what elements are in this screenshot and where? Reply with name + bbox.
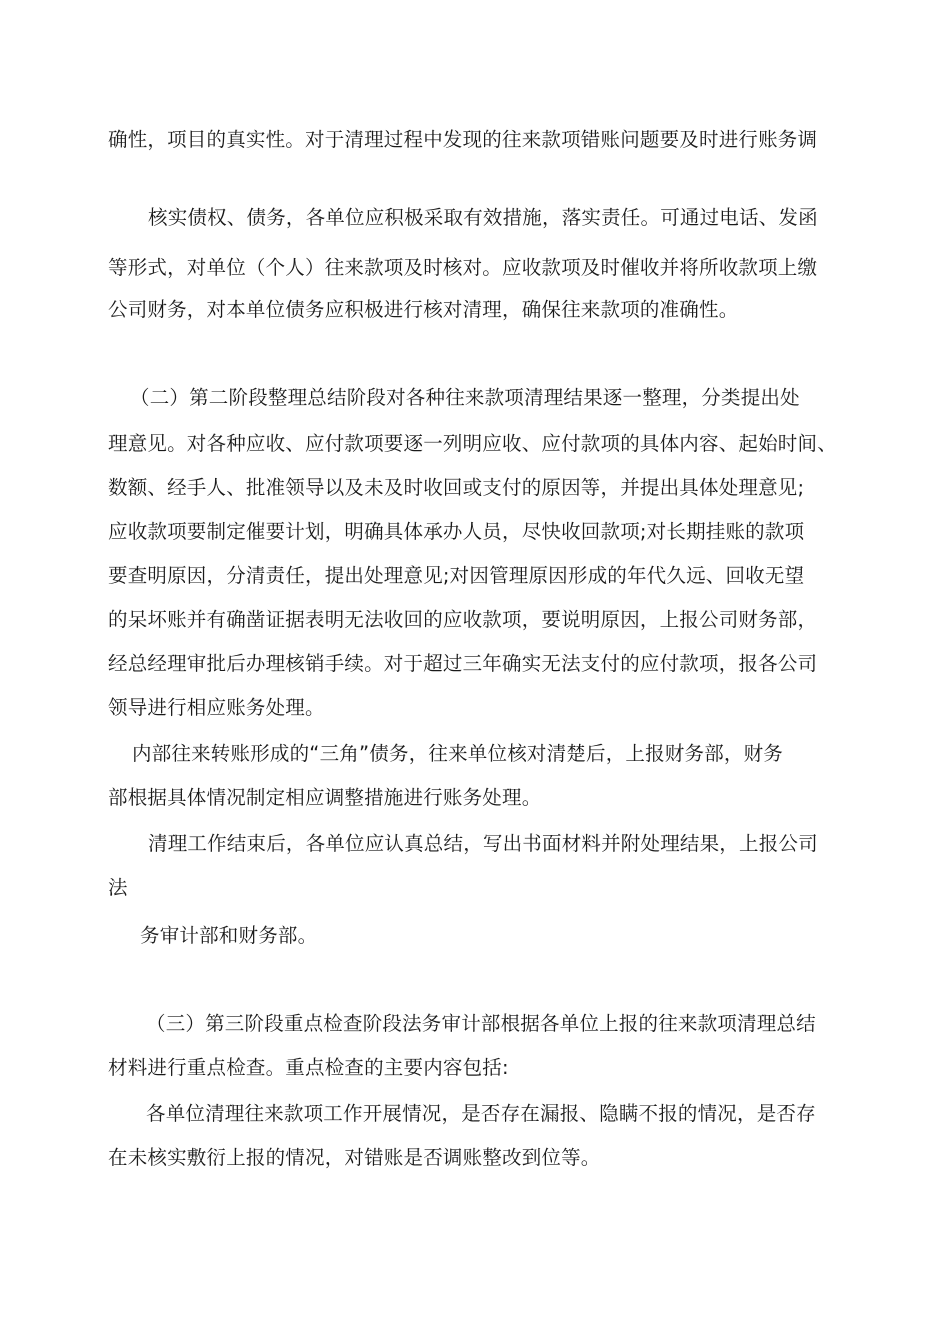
text-line: 应收款项要制定催要计划，明确具体承办人员，尽快收回款项;对长期挂账的款项 (108, 520, 805, 543)
text-line: 经总经理审批后办理核销手续。对于超过三年确实无法支付的应付款项，报各公司 (108, 652, 818, 675)
text-line: 各单位清理往来款项工作开展情况，是否存在漏报、隐瞒不报的情况，是否存 (146, 1102, 816, 1125)
text-line: 清理工作结束后，各单位应认真总结，写出书面材料并附处理结果，上报公司 (148, 832, 818, 855)
text-line: （三）第三阶段重点检查阶段法务审计部根据各单位上报的往来款项清理总结 (146, 1012, 816, 1035)
text-line: 公司财务，对本单位债务应积极进行核对清理，确保往来款项的准确性。 (108, 298, 739, 321)
text-line: 在未核实敷衍上报的情况，对错账是否调账整改到位等。 (108, 1146, 601, 1169)
text-line: 确性，项目的真实性。对于清理过程中发现的往来款项错账问题要及时进行账务调 (108, 128, 818, 151)
text-line: 数额、经手人、批准领导以及未及时收回或支付的原因等，并提出具体处理意见; (108, 476, 805, 499)
text-line: 法 (108, 876, 128, 899)
text-line: 核实债权、债务，各单位应积极采取有效措施，落实责任。可通过电话、发函 (148, 206, 818, 229)
text-line: 部根据具体情况制定相应调整措施进行账务处理。 (108, 786, 542, 809)
text-line: 领导进行相应账务处理。 (108, 696, 325, 719)
text-line: 等形式，对单位（个人）往来款项及时核对。应收款项及时催收并将所收款项上缴 (108, 256, 818, 279)
text-line: 的呆坏账并有确凿证据表明无法收回的应收款项，要说明原因，上报公司财务部， (108, 608, 818, 631)
text-line: 理意见。对各种应收、应付款项要逐一列明应收、应付款项的具体内容、起始时间、 (108, 432, 837, 455)
text-line: 务审计部和财务部。 (140, 924, 318, 947)
text-line: 要查明原因，分清责任，提出处理意见;对因管理原因形成的年代久远、回收无望 (108, 564, 805, 587)
text-line: （二）第二阶段整理总结阶段对各种往来款项清理结果逐一整理，分类提出处 (130, 386, 800, 409)
text-line: 材料进行重点检查。重点检查的主要内容包括: (108, 1056, 509, 1079)
text-line: 内部往来转账形成的“三角”债务，往来单位核对清楚后，上报财务部，财务 (132, 742, 784, 765)
